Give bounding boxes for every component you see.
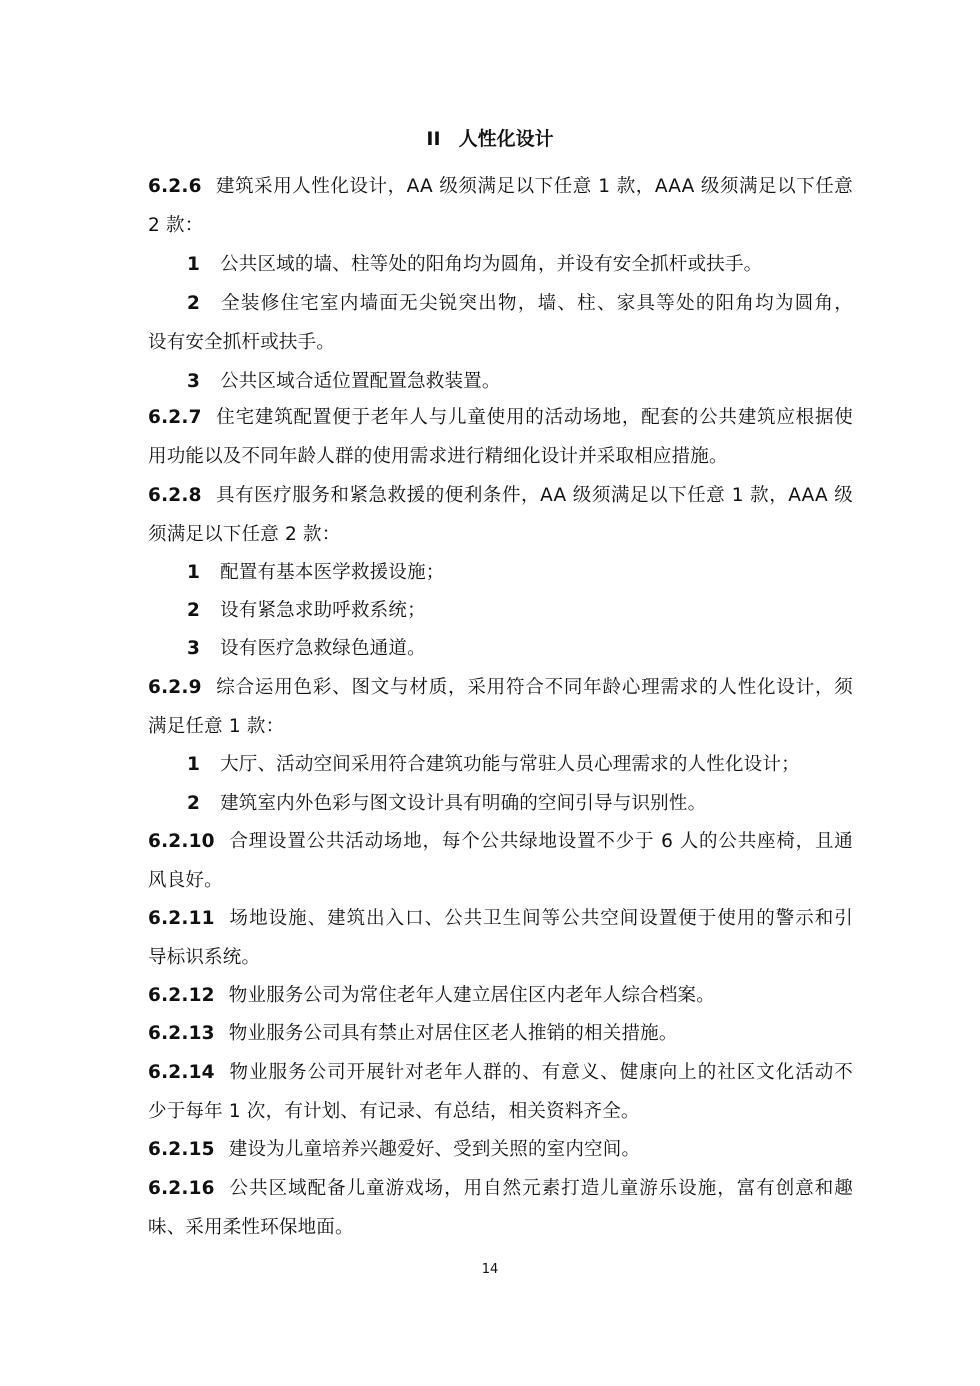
clause-6.2.14-line2: 少于每年 1 次，有计划、有记录、有总结，相关资料齐全。	[148, 1101, 640, 1122]
clause-6.2.7-line1	[148, 403, 853, 433]
item-number: 2	[187, 293, 201, 314]
item-number: 3	[187, 638, 201, 659]
clause-6.2.9-item-2	[187, 789, 853, 819]
clause-6.2.11-line2: 导标识系统。	[148, 947, 261, 968]
item-text: 公共区域的墙、柱等处的阳角均为圆角，并设有安全抓杆或扶手。	[220, 254, 763, 275]
clause-number: 6.2.9	[148, 677, 202, 698]
clause-6.2.8-line1	[148, 481, 853, 511]
item-number: 2	[187, 600, 201, 621]
clause-text: 建设为儿童培养兴趣爱好、受到关照的室内空间。	[228, 1139, 641, 1160]
clause-6.2.6-item-3	[187, 367, 853, 397]
clause-6.2.14-line1	[148, 1058, 853, 1088]
clause-6.2.10-line1	[148, 827, 853, 857]
clause-6.2.13	[148, 1019, 853, 1049]
clause-text: 综合运用色彩、图文与材质，采用符合不同年龄心理需求的人性化设计，须	[215, 677, 853, 698]
clause-6.2.8-item-3	[187, 634, 853, 664]
section-number: II	[426, 128, 441, 150]
clause-6.2.11-line1	[148, 904, 853, 934]
clause-6.2.12	[148, 981, 853, 1011]
clause-6.2.6-line1	[148, 172, 853, 202]
clause-text: 物业服务公司开展针对老年人群的、有意义、健康向上的社区文化活动不	[228, 1062, 853, 1083]
clause-text: 物业服务公司具有禁止对居住区老人推销的相关措施。	[228, 1023, 678, 1044]
clause-number: 6.2.6	[148, 176, 202, 197]
clause-number: 6.2.13	[148, 1023, 215, 1044]
item-text: 大厅、活动空间采用符合建筑功能与常驻人员心理需求的人性化设计；	[220, 754, 800, 775]
clause-6.2.9-item-1	[187, 750, 853, 780]
item-text: 设有紧急求助呼救系统；	[220, 600, 426, 621]
clause-6.2.9-line2: 满足任意 1 款：	[148, 716, 285, 737]
clause-number: 6.2.16	[148, 1178, 215, 1199]
clause-text: 建筑采用人性化设计，AA 级须满足以下任意 1 款，AAA 级须满足以下任意	[215, 176, 853, 197]
item-text: 公共区域合适位置配置急救装置。	[220, 371, 501, 392]
clause-6.2.8-line2: 须满足以下任意 2 款：	[148, 524, 341, 545]
clause-number: 6.2.7	[148, 407, 202, 428]
clause-number: 6.2.12	[148, 985, 215, 1006]
clause-number: 6.2.14	[148, 1062, 215, 1083]
item-number: 1	[187, 254, 201, 275]
clause-text: 公共区域配备儿童游戏场，用自然元素打造儿童游乐设施，富有创意和趣	[228, 1178, 853, 1199]
clause-text: 住宅建筑配置便于老年人与儿童使用的活动场地，配套的公共建筑应根据使	[215, 407, 853, 428]
section-title	[0, 124, 980, 154]
item-number: 2	[187, 793, 201, 814]
page-number: 14	[481, 1262, 499, 1277]
clause-6.2.8-item-2	[187, 596, 853, 626]
clause-text: 具有医疗服务和紧急救援的便利条件，AA 级须满足以下任意 1 款，AAA 级	[215, 485, 853, 506]
clause-number: 6.2.15	[148, 1139, 215, 1160]
clause-6.2.16-line2: 味、采用柔性环保地面。	[148, 1217, 354, 1238]
clause-6.2.16-line1	[148, 1174, 853, 1204]
item-text: 设有医疗急救绿色通道。	[220, 638, 426, 659]
clause-6.2.6-item-2-cont: 设有安全抓杆或扶手。	[148, 332, 336, 353]
clause-text: 合理设置公共活动场地，每个公共绿地设置不少于 6 人的公共座椅，且通	[228, 831, 853, 852]
item-text: 建筑室内外色彩与图文设计具有明确的空间引导与识别性。	[220, 793, 707, 814]
item-text: 配置有基本医学救援设施；	[220, 562, 445, 583]
clause-6.2.10-line2: 风良好。	[148, 870, 223, 891]
clause-6.2.6-item-1	[187, 250, 853, 280]
item-number: 1	[187, 562, 201, 583]
clause-6.2.8-item-1	[187, 558, 853, 588]
clause-text: 场地设施、建筑出入口、公共卫生间等公共空间设置便于使用的警示和引	[228, 908, 853, 929]
clause-6.2.15	[148, 1135, 853, 1165]
clause-6.2.6-line2: 2 款：	[148, 215, 204, 236]
item-number: 3	[187, 371, 201, 392]
clause-6.2.7-line2: 用功能以及不同年龄人群的使用需求进行精细化设计并采取相应措施。	[148, 446, 728, 467]
clause-text: 物业服务公司为常住老年人建立居住区内老年人综合档案。	[228, 985, 715, 1006]
clause-number: 6.2.10	[148, 831, 215, 852]
clause-number: 6.2.11	[148, 908, 215, 929]
clause-number: 6.2.8	[148, 485, 202, 506]
clause-6.2.9-line1	[148, 673, 853, 703]
item-text: 全装修住宅室内墙面无尖锐突出物，墙、柱、家具等处的阳角均为圆角，	[220, 293, 853, 314]
item-number: 1	[187, 754, 201, 775]
clause-6.2.6-item-2	[187, 289, 853, 319]
section-title-text: 人性化设计	[458, 128, 554, 150]
